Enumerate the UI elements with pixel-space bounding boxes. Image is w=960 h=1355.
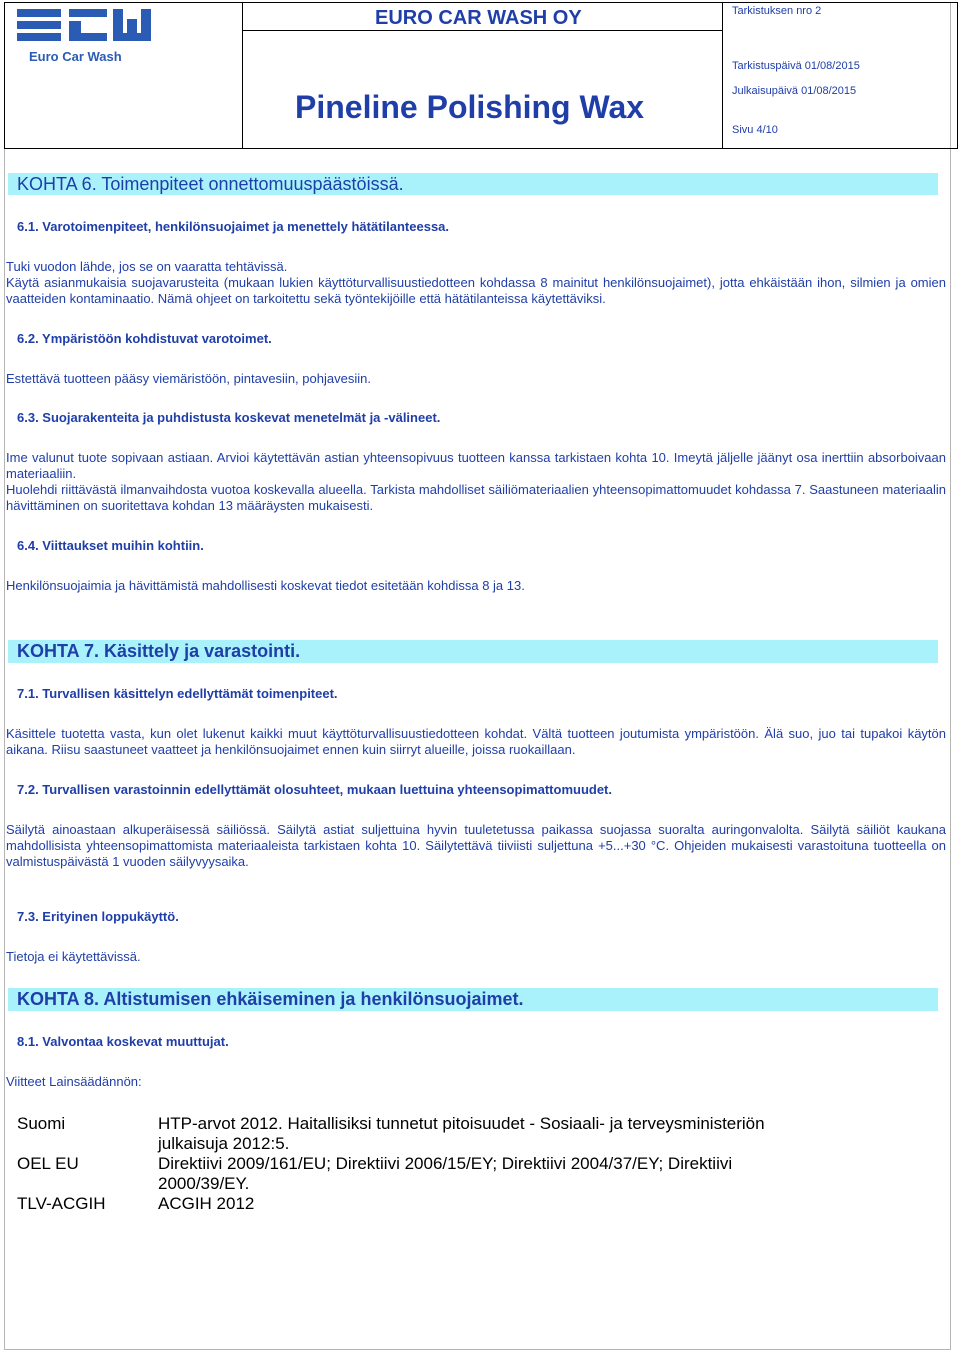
subsection-7-3-title: 7.3. Erityinen loppukäyttö. [17, 909, 179, 924]
subsection-6-1-title: 6.1. Varotoimenpiteet, henkilönsuojaimet ja menettely hätätilanteessa. [17, 219, 450, 234]
section-8-heading [8, 988, 938, 1011]
section-7-number: KOHTA 7. [17, 641, 100, 661]
subsection-6-3-title: 6.3. Suojarakenteita ja puhdistusta koskevat menetelmät ja -välineet. [17, 410, 441, 425]
subsection-6-2-text: Estettävä tuotteen pääsy viemäristöön, pintavesiin, pohjavesiin. [6, 371, 371, 386]
revision-date: Tarkistuspäivä 01/08/2015 [732, 60, 860, 72]
document-header [4, 2, 958, 149]
euro-car-wash-logo [15, 5, 155, 69]
subsection-7-3-text: Tietoja ei käytettävissä. [6, 949, 141, 964]
subsection-7-1-text: Käsittele tuotetta vasta, kun olet lukenut kaikki muut käyttöturvallisuustiedotteen kohdat. Vältä tuotteen joutumista ympäristöön. Älä suo, juo tai tupakoi käytön aikana. Riisu saastuneet vaatteet ja henkilönsuojaimet ennen kuin siirryt alueille, joissa ruokaillaan. [6, 726, 946, 757]
page-number: Sivu 4/10 [732, 124, 778, 136]
subsection-7-1-title: 7.1. Turvallisen käsittelyn edellyttämät toimenpiteet. [17, 686, 338, 701]
section-7-title: Käsittely ja varastointi. [104, 641, 301, 661]
company-name: EURO CAR WASH OY [375, 7, 582, 29]
section-6-heading [8, 173, 938, 195]
subsection-8-1-title: 8.1. Valvontaa koskevat muuttujat. [17, 1034, 229, 1049]
reference-value: ACGIH 2012 [158, 1194, 255, 1213]
subsection-6-3-text: Huolehdi riittävästä ilmanvaihdosta vuotoa koskevalla alueella. Tarkista mahdolliset säiliömateriaalien yhteensopimattomuudet kohdassa 7. Saastuneen materiaalin hävittäminen on suoritettava kohdan 13 määräysten mukaisesti. [6, 482, 946, 513]
subsection-7-2-title: 7.2. Turvallisen varastoinnin edellyttämät olosuhteet, mukaan luettuina yhteensopimattomuudet. [17, 782, 612, 797]
reference-value: Direktiivi 2009/161/EU; Direktiivi 2006/15/EY; Direktiivi 2004/37/EY; Direktiivi 2000/39/EY. [158, 1154, 733, 1193]
subsection-6-1-text: Käytä asianmukaisia suojavarusteita (mukaan lukien käyttöturvallisuustiedotteen kohdassa 8 mainitut henkilönsuojaimet), jotta ehkäistään ihon, silmien ja omien vaatteiden kontaminaatio. Nämä ohjeet on tarkoitettu sekä työntekijöille että hätätilanteissa käytettäviksi. [6, 275, 946, 306]
reference-key: Suomi [17, 1114, 66, 1133]
reference-value: HTP-arvot 2012. Haitallisiksi tunnetut pitoisuudet - Sosiaali- ja terveysministeriön julkaisuja 2012:5. [158, 1114, 765, 1153]
section-8-number: KOHTA 8. [17, 989, 100, 1009]
subsection-6-2-title: 6.2. Ympäristöön kohdistuvat varotoimet. [17, 331, 272, 346]
logo-text: Euro Car Wash [29, 49, 122, 64]
reference-key: OEL EU [17, 1154, 79, 1173]
section-7-heading [8, 640, 938, 663]
subsection-6-4-text: Henkilönsuojaimia ja hävittämistä mahdollisesti koskevat tiedot esitetään kohdissa 8 ja 13. [6, 578, 525, 593]
header-divider [722, 3, 723, 148]
product-name: Pineline Polishing Wax [295, 89, 645, 125]
subsection-6-4-title: 6.4. Viittaukset muihin kohtiin. [17, 538, 204, 553]
header-divider [242, 30, 723, 31]
subsection-6-1-line: Tuki vuodon lähde, jos se on vaaratta tehtävissä. [6, 259, 288, 274]
reference-key: TLV-ACGIH [17, 1194, 106, 1213]
revision-number: Tarkistuksen nro 2 [732, 5, 822, 17]
header-divider [242, 3, 243, 148]
publication-date: Julkaisupäivä 01/08/2015 [732, 85, 857, 97]
section-8-title: Altistumisen ehkäiseminen ja henkilönsuojaimet. [103, 989, 524, 1009]
section-6-number: KOHTA 6. [17, 174, 97, 194]
subsection-6-3-text: Ime valunut tuote sopivaan astiaan. Arvioi käytettävän astian yhteensopivuus tuotteen kanssa tarkistaen kohta 10. Imeytä jäljelle jäänyt osa inerttiin absorboivaan materiaaliin. [6, 450, 946, 481]
subsection-7-2-text: Säilytä ainoastaan alkuperäisessä säiliössä. Säilytä astiat suljettuina hyvin tuuletetussa paikassa suojassa suoralta auringonvalolta. Säilytä säiliöt kaukana mahdollisista yhteensopimattomista materiaaleista tarkistaen kohta 10. Säilytettävä tiiviisti suljettuna +5...+30 °C. Ohjeiden mukaisesti varastoituna tuotteella on valmistuspäivästä 1 vuoden säilyvyysaika. [6, 822, 946, 869]
subsection-8-1-text: Viitteet Lainsäädännön: [6, 1074, 142, 1089]
section-6-title: Toimenpiteet onnettomuuspäästöissä. [101, 174, 404, 194]
